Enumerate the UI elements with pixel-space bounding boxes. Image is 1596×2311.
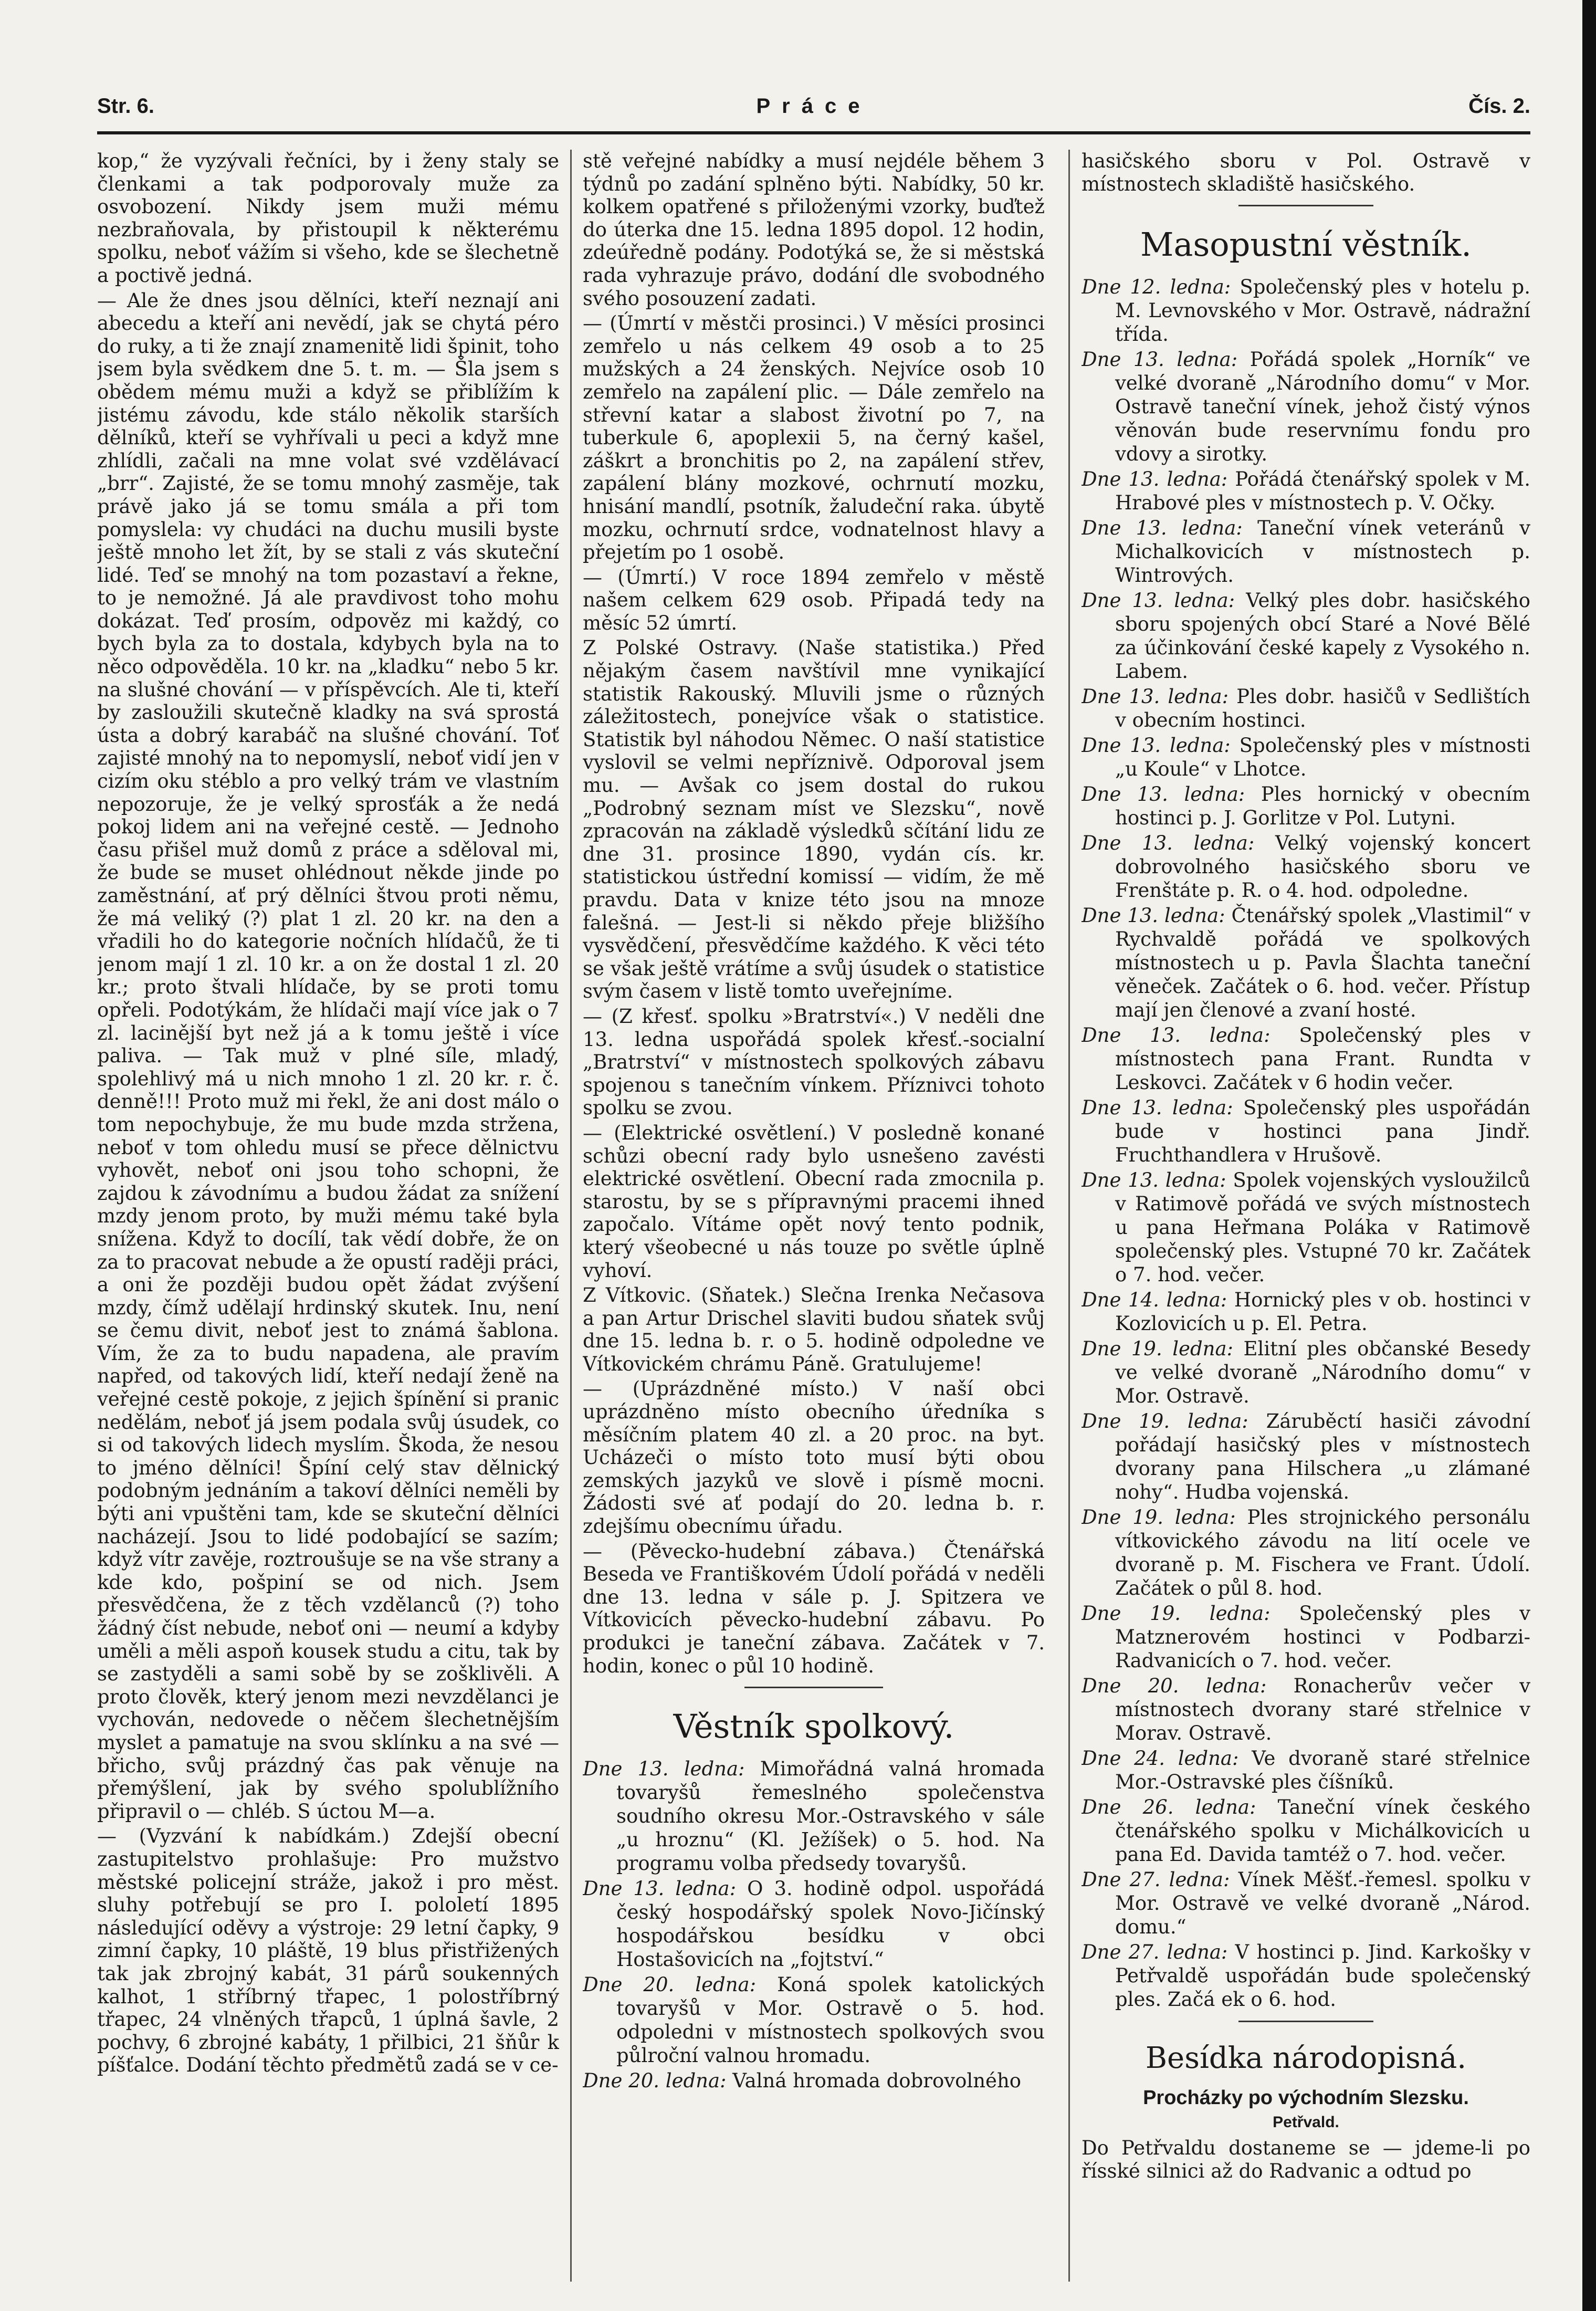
news-item: — (Úmrtí.) V roce 1894 zemřelo v městě našem celkem 629 osob. Připadá tedy na měsíc 52 úmrtí.	[583, 566, 1045, 634]
vestnik-entry	[583, 1877, 1045, 1971]
entry-date: Dne 13. ledna:	[583, 1758, 745, 1781]
entry-text: Hornický ples v ob. hostinci v Kozlovicích u p. El. Petra.	[1115, 1289, 1530, 1335]
section-rule	[744, 1687, 883, 1688]
news-item: Z Polské Ostravy. (Naše statistika.) Před nějakým časem navštívil mne vynikající statistik Rakouský. Mluvili jsme o různých záležitostech, ponejvíce však o statistice. Statistik byl náhodou Němec. O naší statistice vyslovil se velmi nepříznivě. Odporoval jsem mu. — Avšak co jsem dostal do rukou „Podrobný seznam míst ve Slezsku“, nově zpracován na základě výsledků sčítání lidu ze dne 31. prosince 1890, vydán cís. kr. statistickou ústřední komissí — vidím, že mě pravdu. Data v knize této jsou na mnoze falešná. — Jest-li si někdo přeje bližšího vysvědčení, přesvědčíme každého. K věci této se však ještě vrátíme a svůj úsudek o statistice svým časem v listě tomto uveřejníme.	[583, 636, 1045, 1003]
entry-date: Dne 13. ledna:	[583, 1877, 737, 1900]
masopust-entry	[1082, 1409, 1530, 1504]
news-item: — (Uprázdněné místo.) V naší obci uprázdněno místo obecního úředníka s měsíčním platem 40 zl. a 20 proc. na byt. Ucházeči o místo toto musí býti obou zemských jazyků ve slově i písmě mocni. Žádosti své ať podají do 20. ledna b. r. zdejšímu obecnímu úřadu.	[583, 1377, 1045, 1538]
masopust-entry	[1082, 1505, 1530, 1600]
issue-number: Čís. 2.	[1468, 95, 1530, 118]
section-title-masopust: Masopustní věstník.	[1140, 225, 1472, 264]
entry-date: Dne 19. ledna:	[1082, 1337, 1233, 1361]
scan-edge	[1582, 0, 1596, 2311]
news-item: — (Elektrické osvětlení.) V posledně konané schůzi obecní rady bylo usnešeno zavésti elektrické osvětlení. Obecní rada zmocnila p. starostu, by se s přípravnými pracemi ihned započalo. Vítáme opět nový tento podnik, který všeobecné u nás touze po světle úplně vyhoví.	[583, 1121, 1045, 1282]
section-rule	[1238, 2021, 1373, 2022]
entry-date: Dne 13. ledna:	[1082, 1169, 1226, 1192]
entry-text: Elitní ples občanské Besedy ve velké dvoraně „Národního domu“ v Mor. Ostravě.	[1115, 1337, 1530, 1408]
masopust-entry	[1082, 1168, 1530, 1287]
news-item: — (Z křesť. spolku »Bratrství«.) V neděli dne 13. ledna uspořádá spolek křesť.-socialní „Bratrství“ v místnostech spolkových zábavu spojenou s tanečním vínkem. Příznivci tohoto spolku se zvou.	[583, 1005, 1045, 1120]
entry-text: Mimořádná valná hromada tovaryšů řemeslného společenstva soudního okresu Mor.-Ostravského v sále „u hroznu“ (Kl. Ježíšek) o 5. hod. Na programu volba předsedy tovaryšů.	[616, 1758, 1045, 1875]
entry-text: Záruběctí hasiči závodní pořádají hasičský ples v místnostech dvorany pana Hilschera „u zlámané nohy“. Hudba vojenská.	[1115, 1410, 1530, 1504]
vestnik-entry	[583, 1757, 1045, 1875]
entry-text: Valná hromada dobrovolného	[732, 2069, 1022, 2093]
entry-text: Čtenářský spolek „Vlastimil“ v Rychvaldě pořádá ve spolkových místnostech u p. Pavla Šlachta taneční věneček. Začátek o 6. hod. večer. Přístup mají jen členové a zvaní hosté.	[1115, 904, 1530, 1022]
letter-paragraph: kop,“ že vyzývali řečníci, by i ženy staly se členkami a tak podporovaly muže za osvobození. Nikdy jsem muži mému nezbraňovala, by přistoupil k některému spolku, neboť vážím si všeho, kde se šlechetně a poctivě jedná.	[97, 150, 559, 287]
entry-date: Dne 13. ledna:	[1082, 1096, 1233, 1120]
section-rule	[1238, 205, 1373, 206]
news-item: — (Úmrtí v městči prosinci.) V měsíci prosinci zemřelo u nás celkem 49 osob a to 25 mužských a 24 ženských. Nejvíce osob 10 zemřelo na zapálení plic. — Dále zemřelo na střevní katar a slabost životní po 7, na tuberkule 6, apoplexii 5, na černý kašel, záškrt a bronchitis po 2, na zapálení střev, zapálení blány mozkové, ochrnutí mozku, hnisání mandlí, psotník, žaludeční raka. úbytě mozku, ochrnutí srdce, vodnatelnost hlavy a přejetím po 1 osobě.	[583, 312, 1045, 564]
vestnik-entry	[583, 1973, 1045, 2067]
entry-text: Společenský ples uspořádán bude v hostinci pana Jindř. Fruchthandlera v Hrušově.	[1115, 1096, 1530, 1167]
masopust-entry	[1082, 1023, 1530, 1094]
masopust-entry	[1082, 1602, 1530, 1672]
masopust-entry	[1082, 516, 1530, 587]
section-title-vestnik: Věstník spolkový.	[673, 1707, 954, 1746]
masopust-entry	[1082, 685, 1530, 732]
column-1	[97, 150, 559, 2292]
masopust-entry	[1082, 1868, 1530, 1939]
entry-date: Dne 13. ledna:	[1082, 1024, 1270, 1047]
masopust-entry	[1082, 1337, 1530, 1408]
masopust-entry	[1082, 348, 1530, 466]
news-item: — (Pěvecko-hudební zábava.) Čtenářská Beseda ve Františkovém Údolí pořádá v neděli dne 13. ledna v sále p. J. Spitzera ve Vítkovicích pěvecko-hudební zábavu. Po produkci je taneční zábava. Začátek v 7. hodin, konec o půl 10 hodině.	[583, 1540, 1045, 1677]
column-separator	[570, 150, 572, 2282]
masopust-entry	[1082, 1674, 1530, 1745]
entry-date: Dne 19. ledna:	[1082, 1602, 1270, 1625]
entry-text: Ples dobr. hasičů v Sedlištích v obecním hostinci.	[1115, 685, 1530, 732]
masopust-entry	[1082, 1795, 1530, 1866]
entry-date: Dne 26. ledna:	[1082, 1796, 1256, 1819]
masopust-entry	[1082, 904, 1530, 1022]
entry-date: Dne 14. ledna:	[1082, 1289, 1227, 1312]
entry-date: Dne 27. ledna:	[1082, 1868, 1230, 1891]
column-3	[1082, 150, 1530, 2292]
entry-text: Vínek Měšť.-řemesl. spolku v Mor. Ostravě ve velké dvoraně „Národ. domu.“	[1115, 1868, 1530, 1939]
masopust-entry	[1082, 782, 1530, 830]
news-item: stě veřejné nabídky a musí nejdéle během 3 týdnů po zadání splněno býti. Nabídky, 50 kr. kolkem opatřené s přiloženými vzorky, buďtež do úterka dne 15. ledna 1895 dopol. 12 hodin, zdeúředně podány. Podotýká se, že si městská rada vyhrazuje právo, dodání dle svobodného svého posouzení zadati.	[583, 150, 1045, 310]
entry-text: Velký ples dobr. hasičského sboru spojených obcí Staré a Nové Bělé za účinkování české kapely z Vysokého n. Labem.	[1115, 589, 1530, 683]
entry-date: Dne 13. ledna:	[1082, 734, 1231, 757]
masopust-entry	[1082, 1747, 1530, 1794]
news-item: Z Vítkovic. (Sňatek.) Slečna Irenka Nečasova a pan Artur Drischel slaviti budou sňatek svůj dne 15. ledna b. r. o 5. hodině odpoledne ve Vítkovickém chrámu Páně. Gratulujeme!	[583, 1284, 1045, 1375]
article-subtitle: Procházky po východním Slezsku.	[1143, 2087, 1469, 2109]
entry-text: Ronacherův večer v místnostech dvorany staré střelnice v Morav. Ostravě.	[1115, 1675, 1530, 1745]
entry-text: Koná spolek katolických tovaryšů v Mor. Ostravě o 5. hod. odpoledni v místnostech spolkových svou půlroční valnou hromadu.	[616, 1973, 1045, 2067]
masopust-entry	[1082, 734, 1530, 781]
newspaper-title: Práce	[756, 95, 872, 118]
column-2	[583, 150, 1045, 2292]
entry-date: Dne 13. ledna:	[1082, 348, 1238, 371]
news-item-tender: — (Vyzvání k nabídkám.) Zdejší obecní zastupitelstvo prohlašuje: Pro mužstvo městské policejní stráže, jakož i pro měst. sluhy potřebují se pro I. pololetí 1895 následující oděvy a výstroje: 29 letní čapky, 9 zimní čapky, 10 pláště, 19 blus přistřižených tak jak zbrojný kabát, 31 párů soukenných kalhot, 1 stříbrný třapec, 1 polostříbrný třapec, 24 vlněných třapců, 1 úplná šavle, 2 pochvy, 6 zbrojné kabáty, 1 přilbici, 21 šňůr k píšťalce. Dodání těchto předmětů zadá se v ce-	[97, 1825, 559, 2077]
entry-date: Dne 19. ledna:	[1082, 1506, 1236, 1529]
entry-text: Ples hornický v obecním hostinci p. J. Gorlitze v Pol. Lutyni.	[1115, 783, 1530, 830]
entry-text: Velký vojenský koncert dobrovolného hasičského sboru ve Frenštáte p. R. o 4. hod. odpoledne.	[1115, 832, 1530, 902]
header-rule	[97, 131, 1530, 134]
column-separator	[1068, 150, 1070, 2282]
entry-text: Pořádá čtenářský spolek v M. Hrabové ples v místnostech p. V. Očky.	[1115, 468, 1530, 515]
entry-text: Taneční vínek veteránů v Michalkovicích v místnostech p. Wintrových.	[1115, 517, 1530, 587]
letter-paragraph: — Ale že dnes jsou dělníci, kteří neznají ani abecedu a kteří ani nevědí, jak se chytá péro do ruky, a ti že znají znamenitě lidi špinit, toho jsem byla svědkem dne 5. t. m. — Šla jsem s obědem mému muži a když se přiblížím k jistému závodu, kde stálo několik starších dělníků, kteří se vyhřívali u peci a když mne zhlídli, začali na mne volat své vzdělávací „brr“. Zajisté, že se tomu mnohý zasměje, tak právě jako já se tomu smála a při tom pomyslela: vy chudáci na duchu musili byste ještě mnoho let žít, by se stali z vás skuteční lidé. Teď se mnohý na tom pozastaví a řekne, to je nemožné. Já ale pravdivost toho mohu dokázat. Teď prosím, odpověz mi každý, co bych byla za to dostala, kdybych byla na to něco odpověděla. 10 kr. na „kladku“ nebo 5 kr. na slušné chování — v příspěvcích. Ale ti, kteří by zasloužili skutečně kladky na svá sprostá ústa a dobrý karabáč na slušné chování. Toť zajisté mnohý na to nepomyslí, neboť vidí jen v cizím oku stéblo a pro velký trám ve vlastním nepozoruje, že je velký sprosťák a že nedá pokoj lidem ani na veřejné cestě. — Jednoho času přišel muž domů z práce a sděloval mi, že bude se muset ohlédnout někde jinde po zaměstnání, ať prý dělníci štvou proti němu, že má veliký (?) plat 1 zl. 20 kr. na den a vřadili ho do kategorie nočních hlídačů, že ti jenom mají 1 zl. 10 kr. a on že dostal 1 zl. 20 kr.; proto štvali hlídače, by se proti tomu opřeli. Podotýkám, že hlídači mají více jak o 7 zl. lacinější byt než já a k tomu ještě i více paliva. — Tak muž v plné síle, mladý, spolehlivý má u nich mnoho 1 zl. 20 kr. r. č. denně!!! Proto muž mi řekl, že ani dost málo o tom nepochybuje, že mu bude mzda stržena, neboť v tom ohledu musí se přece dělnictvu vyhovět, neboť oni jsou toho schopni, že zajdou k závodnímu a budou žádat za snížení mzdy jenom proto, by muži mému také byla snížena. Když to docílí, tak vědí dobře, že on za to pracovat nebude a že opustí raději práci, a oni že později budou opět žádat zvýšení mzdy, čímž udělají hrdinský skutek. Inu, není se čemu divit, neboť jest to známá šablona. Vím, že za to budu napadena, ale pravím napřed, od takových lidí, kteří nedají ženě na veřejné cestě pokoje, z jejich špínění si pranic nedělám, neboť já jsem podala svůj úsudek, co si od takových lidech myslím. Škoda, že nesou to jméno dělníci! Špíní celý stav dělnický podobným jednáním a takoví dělníci neměli by býti ani vpuštěni tam, kde se skuteční dělníci nacházejí. Jsou to lidé podobající se sazím; když vítr zavěje, roztroušuje se na vše strany a kde kdo, pošpiní se od nich. Jsem přesvědčena, že z těch vzdělanců (?) toho žádný číst nebude, neboť oni — neumí a kdyby uměli a měli aspoň kousek studu a citu, tak by se zastyděli a sami sobě by se zošklivěli. A proto člověk, který jenom mezi nevzdělanci je vychován, nedovede o něčem šlechetnějším myslet a pamatuje na svou sklínku a na své — břicho, svůj prázdný čas pak věnuje na přemýšlení, jak by svého spolublížního připravil o — chléb. S úctou M—a.	[97, 289, 559, 1823]
article-place: Petřvald.	[1273, 2114, 1339, 2131]
entry-date: Dne 13. ledna:	[1082, 589, 1235, 612]
entry-date: Dne 20. ledna:	[583, 2069, 727, 2093]
entry-text: Taneční vínek českého čtenářského spolku v Michálkovicích u pana Ed. Davida tamtéž o 7. hod. večer.	[1115, 1796, 1530, 1866]
entry-date: Dne 12. ledna:	[1082, 276, 1231, 299]
continued-text: hasičského sboru v Pol. Ostravě v místnostech skladiště hasičského.	[1082, 150, 1530, 195]
masopust-entry	[1082, 1096, 1530, 1167]
entry-date: Dne 13. ledna:	[1082, 783, 1245, 806]
entry-date: Dne 13. ledna:	[1082, 685, 1229, 708]
vestnik-entry	[583, 2069, 1045, 2093]
entry-text: Spolek vojenských vysloužilců v Ratimově pořádá ve svých místnostech u pana Heřmana Poláka v Ratimově společenský ples. Vstupné 70 kr. Začátek o 7. hod. večer.	[1115, 1169, 1530, 1287]
masopust-entry	[1082, 1288, 1530, 1335]
entry-date: Dne 20. ledna:	[583, 1973, 757, 1996]
section-title-besidka: Besídka národopisná.	[1145, 2041, 1467, 2076]
entry-text: Společenský ples v hotelu p. M. Levnovského v Mor. Ostravě, nádražní třída.	[1115, 276, 1530, 346]
masopust-entry	[1082, 275, 1530, 346]
entry-date: Dne 13. ledna:	[1082, 832, 1255, 855]
masopust-entry	[1082, 831, 1530, 902]
entry-text: O 3. hodině odpol. uspořádá český hospodářský spolek Novo-Jičínský hospodářskou besídku v obci Hostašovicích na „fojtství.“	[616, 1877, 1045, 1971]
entry-date: Dne 20. ledna:	[1082, 1675, 1267, 1698]
entry-text: Pořádá spolek „Horník“ ve velké dvoraně „Národního domu“ v Mor. Ostravě taneční vínek, jehož čistý výnos věnován bude reservnímu fondu pro vdovy a sirotky.	[1115, 348, 1530, 466]
entry-date: Dne 19. ledna:	[1082, 1410, 1248, 1433]
page-header	[97, 89, 1530, 126]
article-text: Do Petřvaldu dostaneme se — jdeme-li po řísské silnici až do Radvanic a odtud po	[1082, 2137, 1530, 2182]
entry-date: Dne 13. ledna:	[1082, 904, 1225, 927]
entry-date: Dne 13. ledna:	[1082, 468, 1228, 491]
entry-date: Dne 13. ledna:	[1082, 517, 1243, 540]
masopust-entry	[1082, 589, 1530, 683]
entry-text: Společenský ples v místnostech pana Frant. Rundta v Leskovci. Začátek v 6 hodin večer.	[1115, 1024, 1530, 1094]
entry-date: Dne 27. ledna:	[1082, 1941, 1228, 1964]
entry-text: Ve dvoraně staré střelnice Mor.-Ostravské ples číšníků.	[1115, 1747, 1530, 1794]
entry-text: Ples strojnického personálu vítkovického závodu na lití ocele ve dvoraně p. M. Fischera ve Frant. Údolí. Začátek o půl 8. hod.	[1115, 1506, 1530, 1600]
entry-text: V hostinci p. Jind. Karkošky v Petřvaldě uspořádán bude společenský ples. Začá ek o 6. hod.	[1115, 1941, 1530, 2011]
entry-date: Dne 24. ledna:	[1082, 1747, 1239, 1770]
page-number: Str. 6.	[97, 95, 154, 118]
masopust-entry	[1082, 1940, 1530, 2011]
entry-text: Společenský ples v Matznerovém hostinci v Podbarzi-Radvanicích o 7. hod. večer.	[1115, 1602, 1530, 1672]
entry-text: Společenský ples v místnosti „u Koule“ v Lhotce.	[1115, 734, 1530, 781]
masopust-entry	[1082, 467, 1530, 515]
